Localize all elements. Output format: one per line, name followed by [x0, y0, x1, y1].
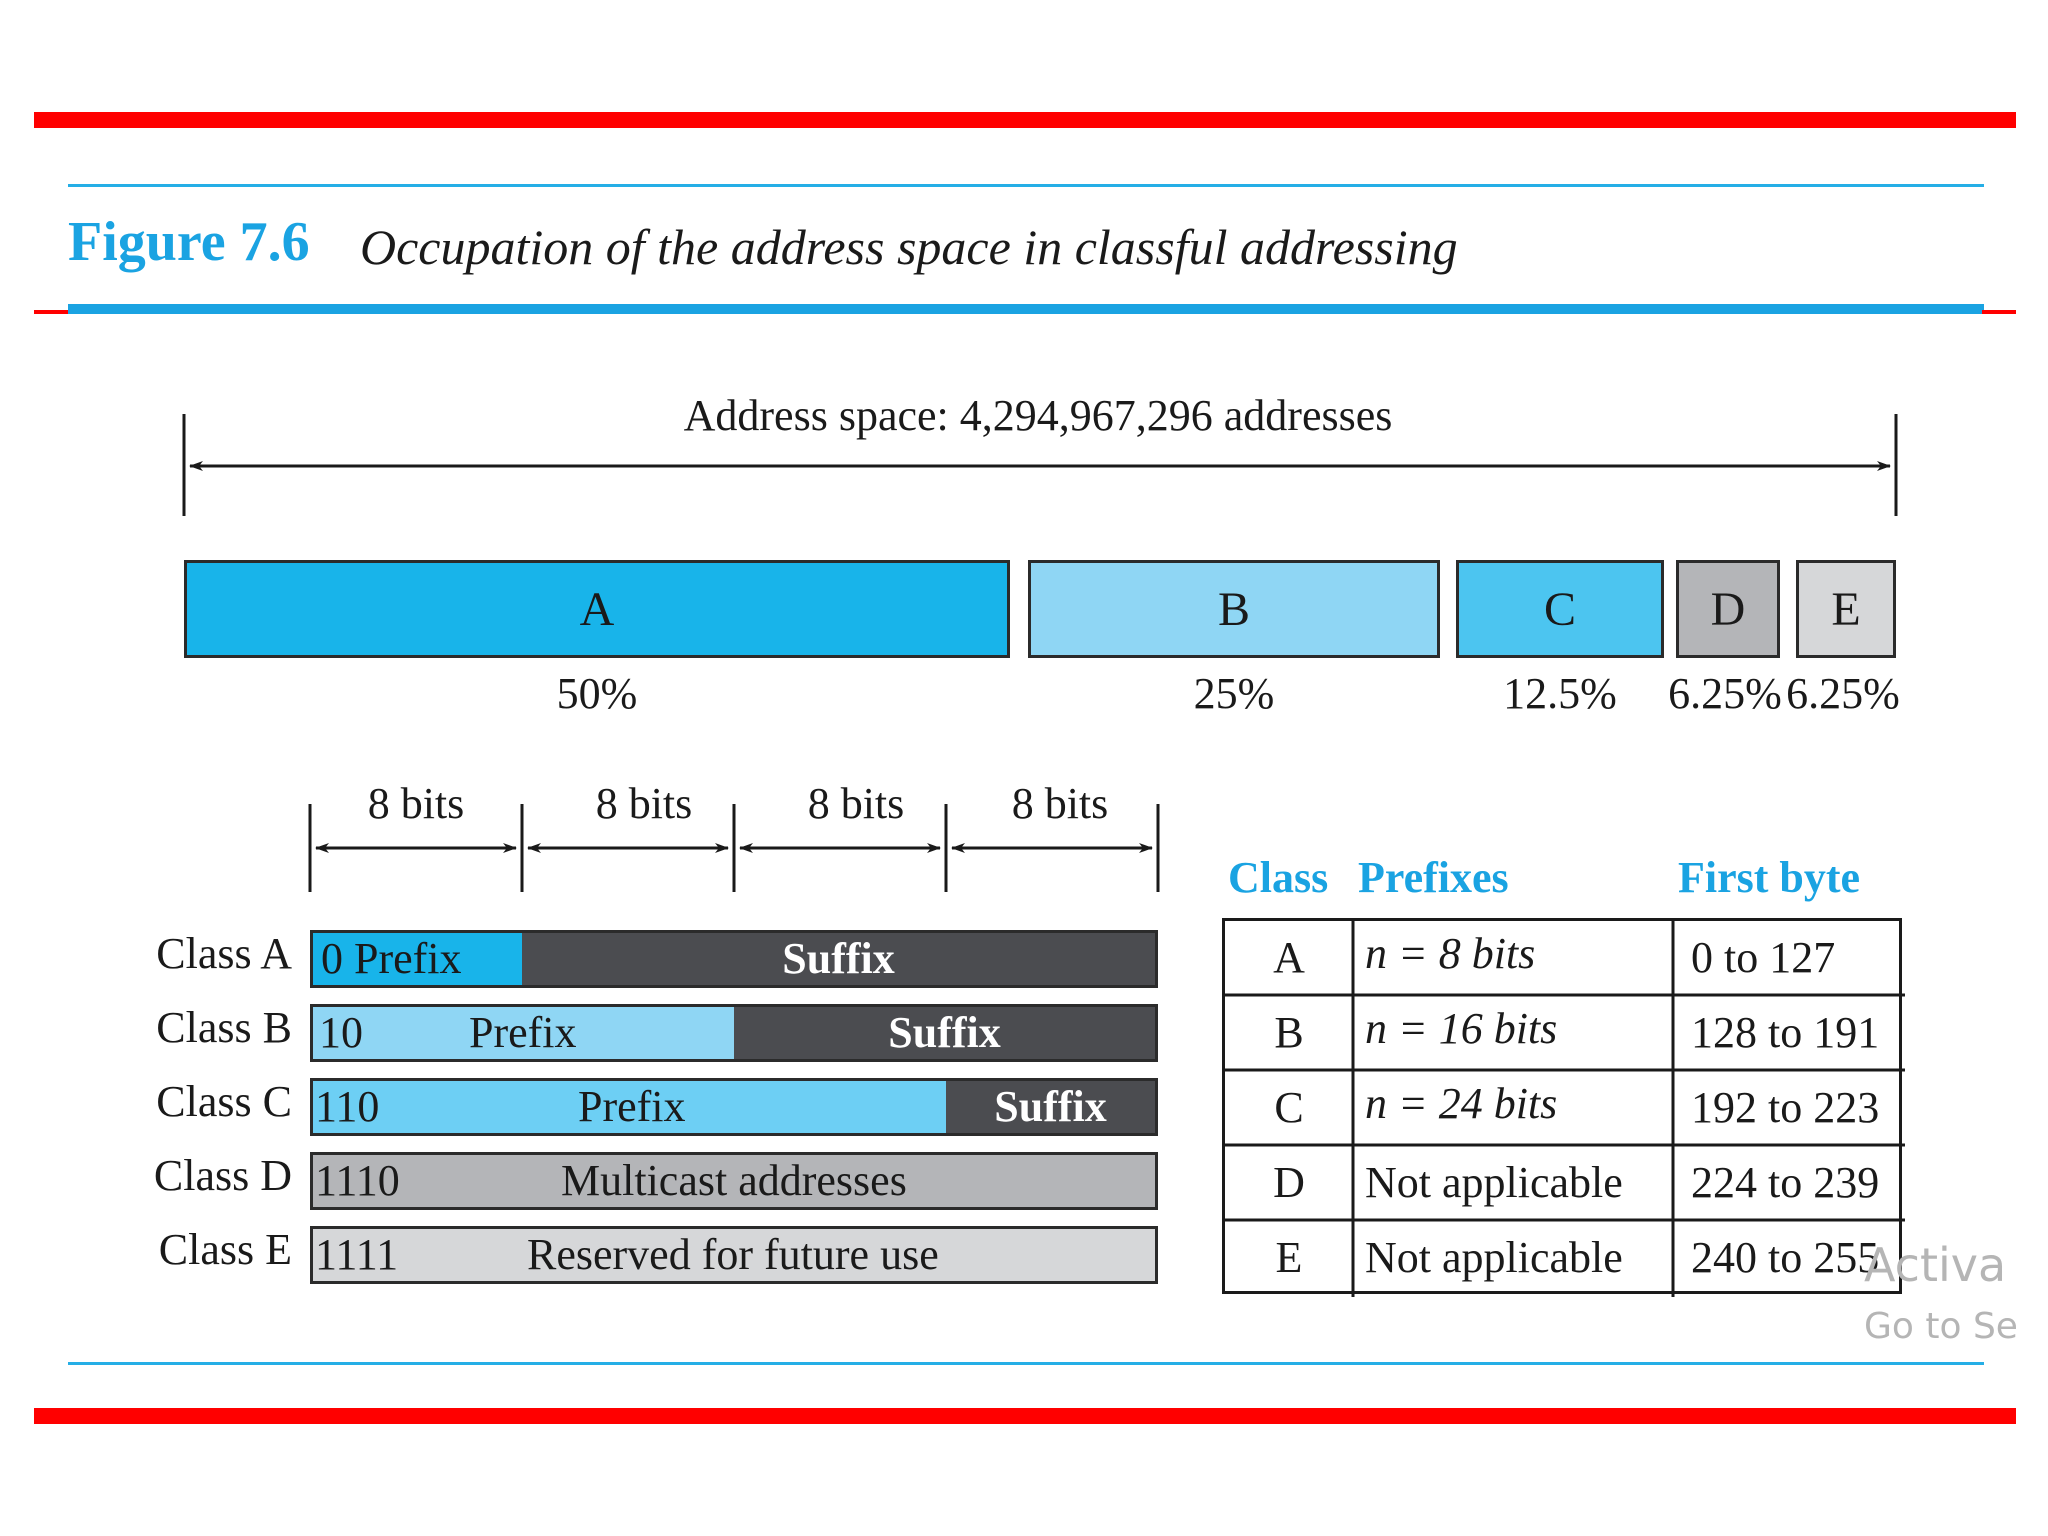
class-table: [1222, 918, 1902, 1294]
table-row-b-prefixes: n = 16 bits: [1365, 1004, 1558, 1053]
class-c-bar: [310, 1078, 1158, 1136]
class-b-prefix: [313, 1007, 734, 1059]
class-c-suffix: Suffix: [946, 1081, 1155, 1133]
table-row-a-class: A: [1273, 933, 1305, 982]
table-header-prefixes: Prefixes: [1358, 853, 1509, 902]
class-b-prefix-label: Prefix: [469, 1008, 577, 1057]
segment-d-label: D: [1710, 582, 1746, 636]
table-row-e-first-byte: 240 to 255: [1691, 1233, 1880, 1282]
class-b-suffix: Suffix: [734, 1007, 1155, 1059]
segment-c: [1456, 560, 1664, 658]
class-b-lead: 10: [319, 1008, 363, 1057]
activation-watermark: Activa: [1864, 1238, 2007, 1292]
segment-c-label: C: [1543, 582, 1576, 636]
table-row-c-class: C: [1274, 1083, 1304, 1132]
table-row-d-prefixes: Not applicable: [1365, 1158, 1623, 1207]
segment-c-percent: 12.5%: [1503, 669, 1617, 718]
bits-label-2: 8 bits: [595, 779, 693, 828]
class-c-label: Class C: [156, 1077, 292, 1126]
class-e-lead: 1111: [315, 1230, 399, 1279]
address-space-label: Address space: 4,294,967,296 addresses: [683, 391, 1393, 440]
segment-e: [1796, 560, 1896, 658]
class-a-lead: 0: [321, 934, 343, 983]
segment-a: [184, 560, 1010, 658]
bits-label-3: 8 bits: [807, 779, 905, 828]
segment-e-label: E: [1831, 582, 1861, 636]
bits-label-4: 8 bits: [1011, 779, 1109, 828]
class-c-lead: 110: [315, 1082, 380, 1131]
table-header-first-byte: First byte: [1678, 853, 1861, 902]
class-d-label: Class D: [153, 1151, 292, 1200]
class-d-bar: [310, 1152, 1158, 1210]
table-row-d-first-byte: 224 to 239: [1691, 1158, 1880, 1207]
activation-watermark-hint: Go to Se: [1864, 1306, 2018, 1347]
segment-b-label: B: [1217, 582, 1250, 636]
table-row-c-first-byte: 192 to 223: [1691, 1083, 1880, 1132]
segment-e-percent: 6.25%: [1786, 669, 1900, 718]
table-row-b-first-byte: 128 to 191: [1691, 1008, 1880, 1057]
segment-b-percent: 25%: [1193, 669, 1275, 718]
table-row-e-prefixes: Not applicable: [1365, 1233, 1623, 1282]
class-a-bar: [310, 930, 1158, 988]
class-e-text: Reserved for future use: [527, 1230, 939, 1279]
table-header-class: Class: [1228, 853, 1329, 902]
figure-number: Figure 7.6: [68, 211, 310, 273]
class-c-prefix-label: Prefix: [578, 1082, 686, 1131]
class-d-text: Multicast addresses: [561, 1156, 907, 1205]
address-space-arrow: [184, 414, 1896, 516]
table-row-b-class: B: [1274, 1008, 1304, 1057]
segment-d: [1676, 560, 1780, 658]
table-row-d-class: D: [1273, 1158, 1305, 1207]
class-d-lead: 1110: [315, 1156, 400, 1205]
segment-a-percent: 50%: [556, 669, 638, 718]
class-a-suffix: Suffix: [522, 933, 1155, 985]
class-b-label: Class B: [156, 1003, 292, 1052]
class-e-bar: [310, 1226, 1158, 1284]
segment-a-label: A: [579, 582, 615, 636]
class-e-label: Class E: [158, 1225, 292, 1274]
bits-label-1: 8 bits: [367, 779, 465, 828]
table-row-a-prefixes: n = 8 bits: [1365, 929, 1536, 978]
table-row-c-prefixes: n = 24 bits: [1365, 1079, 1558, 1128]
segment-b: [1028, 560, 1440, 658]
class-c-prefix: [313, 1081, 946, 1133]
class-b-bar: [310, 1004, 1158, 1062]
class-a-prefix-label: Prefix: [354, 934, 462, 983]
segment-d-percent: 6.25%: [1668, 669, 1782, 718]
class-a-prefix: [313, 933, 522, 985]
figure-title: Occupation of the address space in classful addressing: [360, 219, 1458, 275]
class-a-label: Class A: [156, 929, 292, 978]
table-row-e-class: E: [1275, 1233, 1303, 1282]
table-row-a-first-byte: 0 to 127: [1691, 933, 1836, 982]
